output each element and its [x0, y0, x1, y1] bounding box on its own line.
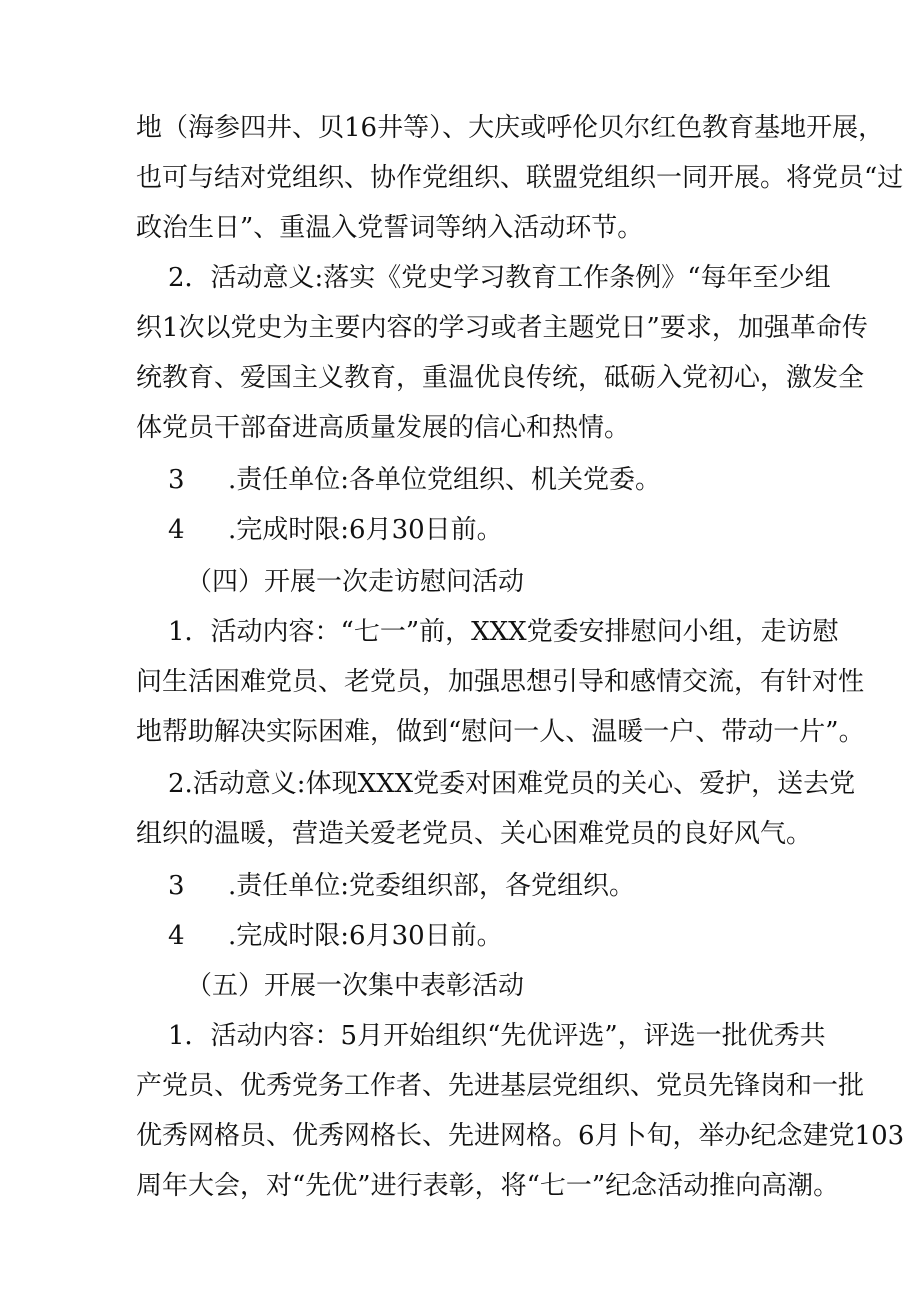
- list-text: .完成时限:6月30日前。: [228, 921, 503, 951]
- list-number: 4: [168, 515, 185, 545]
- paragraph-line: 1．活动内容：5月开始组织“先优评选”，评选一批优秀共: [168, 1021, 826, 1051]
- paragraph-line: 问生活困难党员、老党员，加强思想引导和感情交流，有针对性: [136, 667, 865, 697]
- paragraph-line: 体党员干部奋进高质量发展的信心和热情。: [136, 413, 631, 443]
- paragraph-line: 统教育、爱国主义教育，重温优良传统，砥砺入党初心，激发全: [136, 363, 865, 393]
- paragraph-line: 地帮助解决实际困难，做到“慰问一人、温暖一户、带动一片”。: [136, 717, 865, 747]
- paragraph-line: 地（海参四井、贝16井等）、大庆或呼伦贝尔红色教育基地开展，: [136, 113, 885, 143]
- list-text: .责任单位:党委组织部，各党组织。: [228, 871, 636, 901]
- list-number: 3: [168, 871, 185, 901]
- list-text: .完成时限:6月30日前。: [228, 515, 503, 545]
- paragraph-line: 织1次以党史为主要内容的学习或者主题党日”要求，加强革命传: [136, 313, 868, 343]
- paragraph-line: 周年大会，对“先优”进行表彰，将“七一”纪念活动推向高潮。: [136, 1171, 840, 1201]
- list-item: [168, 866, 848, 906]
- paragraph-line: 政治生日”、重温入党誓词等纳入活动环节。: [136, 213, 644, 243]
- section-heading: （四）开展一次走访慰问活动: [186, 567, 525, 597]
- list-item: [168, 916, 848, 956]
- list-item: [168, 460, 848, 500]
- list-text: .责任单位:各单位党组织、机关党委。: [228, 465, 662, 495]
- paragraph-line: 2.活动意义:体现XXX党委对困难党员的关心、爱护，送去党: [168, 769, 856, 799]
- paragraph-line: 产党员、优秀党务工作者、先进基层党组织、党员先锋岗和一批: [136, 1071, 865, 1101]
- list-item: [168, 510, 848, 550]
- list-number: 3: [168, 465, 185, 495]
- paragraph-line: 组织的温暖，营造关爱老党员、关心困难党员的良好风气。: [136, 819, 813, 849]
- paragraph-line: 也可与结对党组织、协作党组织、联盟党组织一同开展。将党员“过: [136, 163, 904, 193]
- list-number: 4: [168, 921, 185, 951]
- paragraph-line: 2．活动意义:落实《党史学习教育工作条例》“每年至少组: [168, 263, 831, 293]
- section-heading: （五）开展一次集中表彰活动: [186, 971, 525, 1001]
- paragraph-line: 1．活动内容：“七一”前，XXX党委安排慰问小组，走访慰: [168, 617, 839, 647]
- paragraph-line: 优秀网格员、优秀网格长、先进网格。6月卜旬，举办纪念建党103: [136, 1121, 905, 1151]
